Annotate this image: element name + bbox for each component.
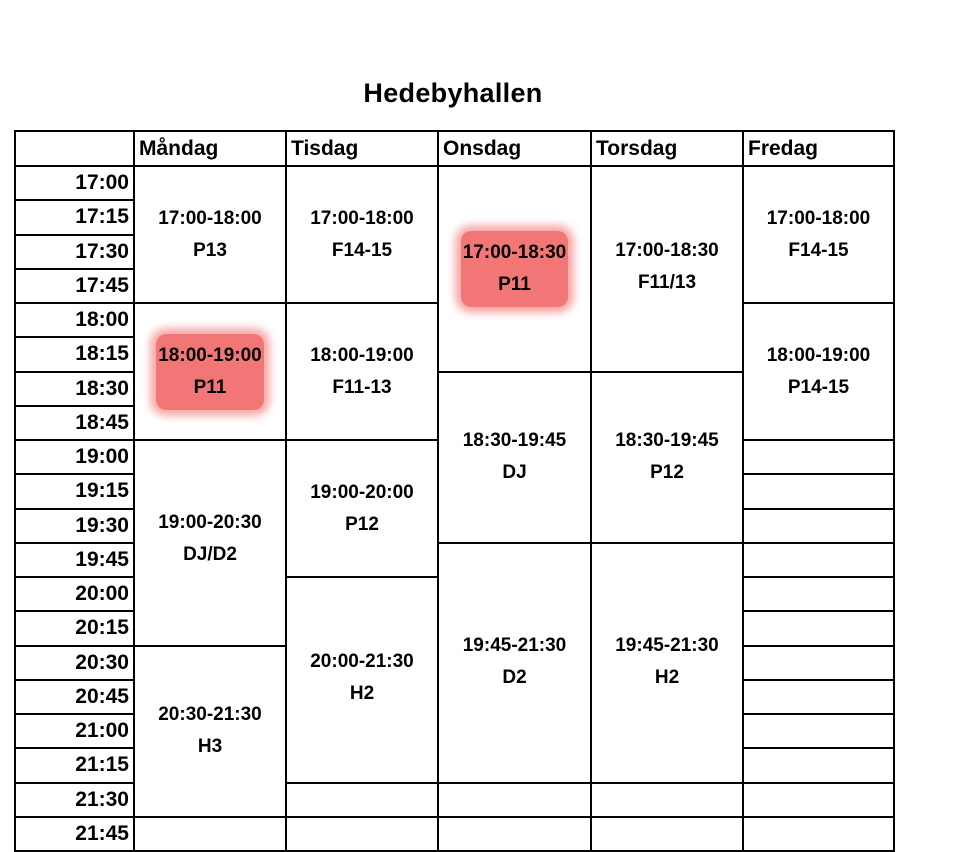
time-label: 19:00	[15, 440, 134, 474]
session-time: 20:00-21:30	[310, 651, 414, 672]
session-team: F11-13	[332, 376, 392, 398]
empty-slot-friday	[743, 440, 894, 474]
session-time: 18:00-19:00	[158, 344, 262, 366]
time-label: 21:45	[15, 817, 134, 851]
session-time: 19:45-21:30	[615, 634, 719, 656]
empty-slot-friday	[743, 543, 894, 577]
page-title: Hedebyhallen	[363, 78, 543, 108]
empty-slot-thursday	[591, 783, 743, 817]
empty-slot-friday	[743, 509, 894, 543]
session-block-thursday	[591, 543, 743, 783]
session-team: P12	[650, 461, 684, 483]
day-header-friday: Fredag	[743, 131, 894, 166]
time-label: 19:15	[15, 474, 134, 508]
session-time: 19:00-20:00	[310, 481, 414, 503]
time-label: 21:15	[15, 748, 134, 782]
time-label: 20:15	[15, 611, 134, 645]
session-time: 18:30-19:45	[615, 429, 719, 451]
time-label: 20:00	[15, 577, 134, 611]
session-time: 18:30-19:45	[462, 429, 567, 451]
session-time: 17:00-18:00	[158, 207, 262, 229]
empty-slot-tuesday	[286, 817, 438, 851]
time-label: 21:30	[15, 783, 134, 817]
time-label: 18:30	[15, 372, 134, 406]
corner-cell	[15, 131, 134, 166]
time-label: 19:45	[15, 543, 134, 577]
day-header-thursday: Torsdag	[591, 131, 743, 166]
highlight-marker	[461, 231, 569, 307]
session-block-monday	[134, 440, 286, 646]
session-time: 19:45-21:30	[462, 634, 567, 656]
session-time: 17:00-18:00	[766, 207, 871, 229]
session-block-tuesday	[286, 166, 438, 303]
empty-slot-wednesday	[438, 817, 591, 851]
session-block-wednesday	[438, 543, 591, 783]
session-block-tuesday	[286, 440, 438, 577]
empty-slot-friday	[743, 611, 894, 645]
session-team: F11/13	[637, 272, 697, 293]
session-team: H2	[349, 683, 375, 704]
time-label: 18:00	[15, 303, 134, 337]
empty-slot-friday	[743, 577, 894, 611]
time-label: 18:45	[15, 406, 134, 440]
session-block-tuesday	[286, 303, 438, 440]
empty-slot-friday	[743, 714, 894, 748]
session-time: 18:00-19:00	[310, 344, 414, 366]
session-team: DJ/D2	[183, 544, 237, 565]
session-time: 18:00-19:00	[766, 344, 871, 366]
session-team: P11	[498, 274, 531, 295]
time-label: 17:45	[15, 269, 134, 303]
time-label: 18:15	[15, 337, 134, 371]
session-block-friday	[743, 166, 894, 303]
session-time: 17:00-18:30	[462, 242, 567, 263]
empty-slot-friday	[743, 680, 894, 714]
session-block-friday	[743, 303, 894, 440]
session-block-monday	[134, 646, 286, 817]
session-team: DJ	[502, 461, 527, 483]
session-team: P12	[345, 513, 379, 535]
time-row	[15, 817, 894, 851]
session-block-tuesday	[286, 577, 438, 783]
time-label: 21:00	[15, 714, 134, 748]
day-header-monday: Måndag	[134, 131, 286, 166]
session-team: F14-15	[788, 239, 849, 261]
time-label: 17:15	[15, 200, 134, 234]
session-block-wednesday	[438, 166, 591, 372]
empty-slot-friday	[743, 474, 894, 508]
empty-slot-friday	[743, 817, 894, 851]
highlight-marker	[156, 334, 264, 410]
empty-slot-friday	[743, 646, 894, 680]
day-header-wednesday: Onsdag	[438, 131, 591, 166]
header-row	[15, 131, 894, 166]
session-team: D2	[502, 666, 527, 688]
session-team: H3	[197, 735, 223, 757]
session-block-thursday	[591, 372, 743, 543]
time-label: 20:30	[15, 646, 134, 680]
time-label: 17:00	[15, 166, 134, 200]
empty-slot-tuesday	[286, 783, 438, 817]
empty-slot-friday	[743, 748, 894, 782]
time-label: 19:30	[15, 509, 134, 543]
time-label: 17:30	[15, 235, 134, 269]
session-time: 19:00-20:30	[158, 512, 262, 533]
empty-slot-wednesday	[438, 783, 591, 817]
session-block-monday	[134, 166, 286, 303]
session-team: F14-15	[331, 239, 393, 261]
session-team: P11	[193, 376, 227, 398]
session-team: P13	[193, 239, 227, 261]
day-header-tuesday: Tisdag	[286, 131, 438, 166]
session-block-wednesday	[438, 372, 591, 543]
time-label: 20:45	[15, 680, 134, 714]
session-block-monday	[134, 303, 286, 440]
session-team: P14-15	[787, 376, 850, 398]
empty-slot-thursday	[591, 817, 743, 851]
session-time: 17:00-18:30	[615, 240, 719, 261]
time-row	[15, 166, 894, 200]
session-time: 20:30-21:30	[158, 703, 262, 725]
schedule-table	[14, 130, 895, 852]
session-time: 17:00-18:00	[310, 207, 414, 229]
session-block-thursday	[591, 166, 743, 372]
session-team: H2	[654, 666, 680, 688]
empty-slot-friday	[743, 783, 894, 817]
empty-slot-monday	[134, 817, 286, 851]
